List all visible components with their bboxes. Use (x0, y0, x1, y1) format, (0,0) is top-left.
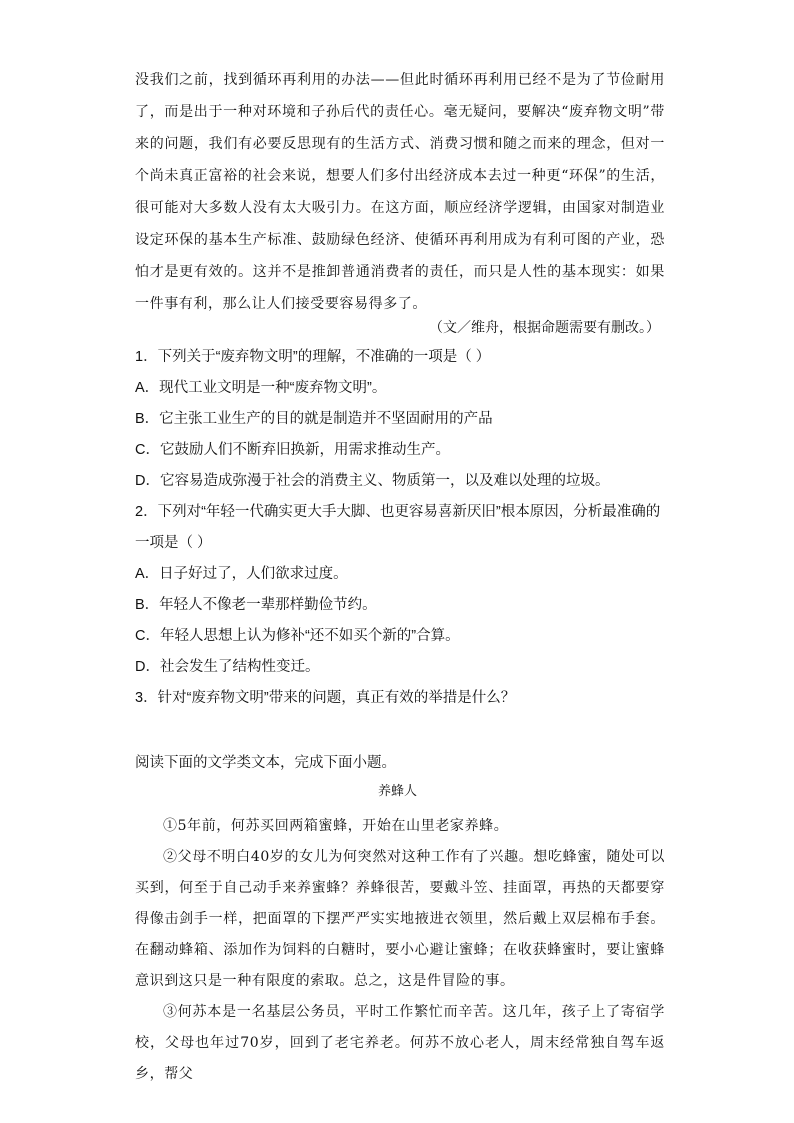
question-stem: 3．针对“废弃物文明”带来的问题，真正有效的举措是什么？ (135, 690, 516, 706)
option-c: C．年轻人思想上认为修补“还不如买个新的”合算。 (135, 628, 460, 644)
section-instruction: 阅读下面的文学类文本，完成下面小题。 (135, 755, 396, 771)
option-b: B．年轻人不像老一辈那样勤俭节约。 (135, 597, 377, 613)
option-a: A．现代工业文明是一种“废弃物文明”。 (135, 380, 387, 396)
question-2 (135, 497, 665, 683)
option-c: C．它鼓励人们不断弃旧换新，用需求推动生产。 (135, 442, 450, 458)
story-paragraph-2: ②父母不明白40岁的女儿为何突然对这种工作有了兴趣。想吃蜂蜜，随处可以买到，何至于自己动手来养蜜蜂？养蜂很苦，要戴斗笠、挂面罩，再热的天都要穿得像击剑手一样，把面罩的下摆严严实实地掖进衣领里，然后戴上双层棉布手套。在翻动蜂箱、添加作为饲料的白糖时，要小心避让蜜蜂；在收获蜂蜜时，要让蜜蜂意识到这只是一种有限度的索取。总之，这是件冒险的事。 (135, 849, 665, 989)
question-stem: 1．下列关于“废弃物文明”的理解，不准确的一项是（ ） (135, 349, 491, 365)
passage-paragraph: 没我们之前，找到循环再利用的办法——但此时循环再利用已经不是为了节俭耐用了，而是出于一种对环境和子孙后代的责任心。毫无疑问，要解决“废弃物文明”带来的问题，我们有必要反思现有的生活方式、消费习惯和随之而来的理念，但对一个尚未真正富裕的社会来说，想要人们多付出经济成本去过一种更“环保”的生活，很可能对大多数人没有太大吸引力。在这方面，顺应经济学逻辑，由国家对制造业设定环保的基本生产标准、鼓励绿色经济、使循环再利用成为有利可图的产业，恐怕才是更有效的。这并不是推卸普通消费者的责任，而只是人性的基本现实：如果一件事有利，那么让人们接受要容易得多了。 (135, 72, 665, 312)
story-paragraph-1: ①5年前，何苏买回两箱蜜蜂，开始在山里老家养蜂。 (163, 818, 509, 834)
option-a: A．日子好过了，人们欲求过度。 (135, 566, 348, 582)
story-title: 养蜂人 (377, 784, 417, 799)
question-list (135, 342, 665, 714)
story-paragraph-3: ③何苏本是一名基层公务员，平时工作繁忙而辛苦。这几年，孩子上了寄宿学校，父母也年过70岁，回到了老宅养老。何苏不放心老人，周末经常独自驾车返乡，帮父 (135, 1004, 665, 1082)
option-b: B．它主张工业生产的目的就是制造并不坚固耐用的产品 (135, 411, 493, 427)
source-attribution: （文／维舟，根据命题需要有删改。） (429, 319, 660, 335)
question-3 (135, 683, 665, 714)
question-stem: 2．下列对“年轻一代确实更大手大脚、也更容易喜新厌旧”根本原因，分析最准确的一项是（ ） (135, 504, 661, 551)
story-text (135, 811, 665, 1090)
question-1 (135, 342, 665, 497)
argumentative-passage (135, 64, 665, 320)
option-d: D．它容易造成弥漫于社会的消费主义、物质第一，以及难以处理的垃圾。 (135, 473, 610, 489)
option-d: D．社会发生了结构性变迁。 (135, 659, 320, 675)
